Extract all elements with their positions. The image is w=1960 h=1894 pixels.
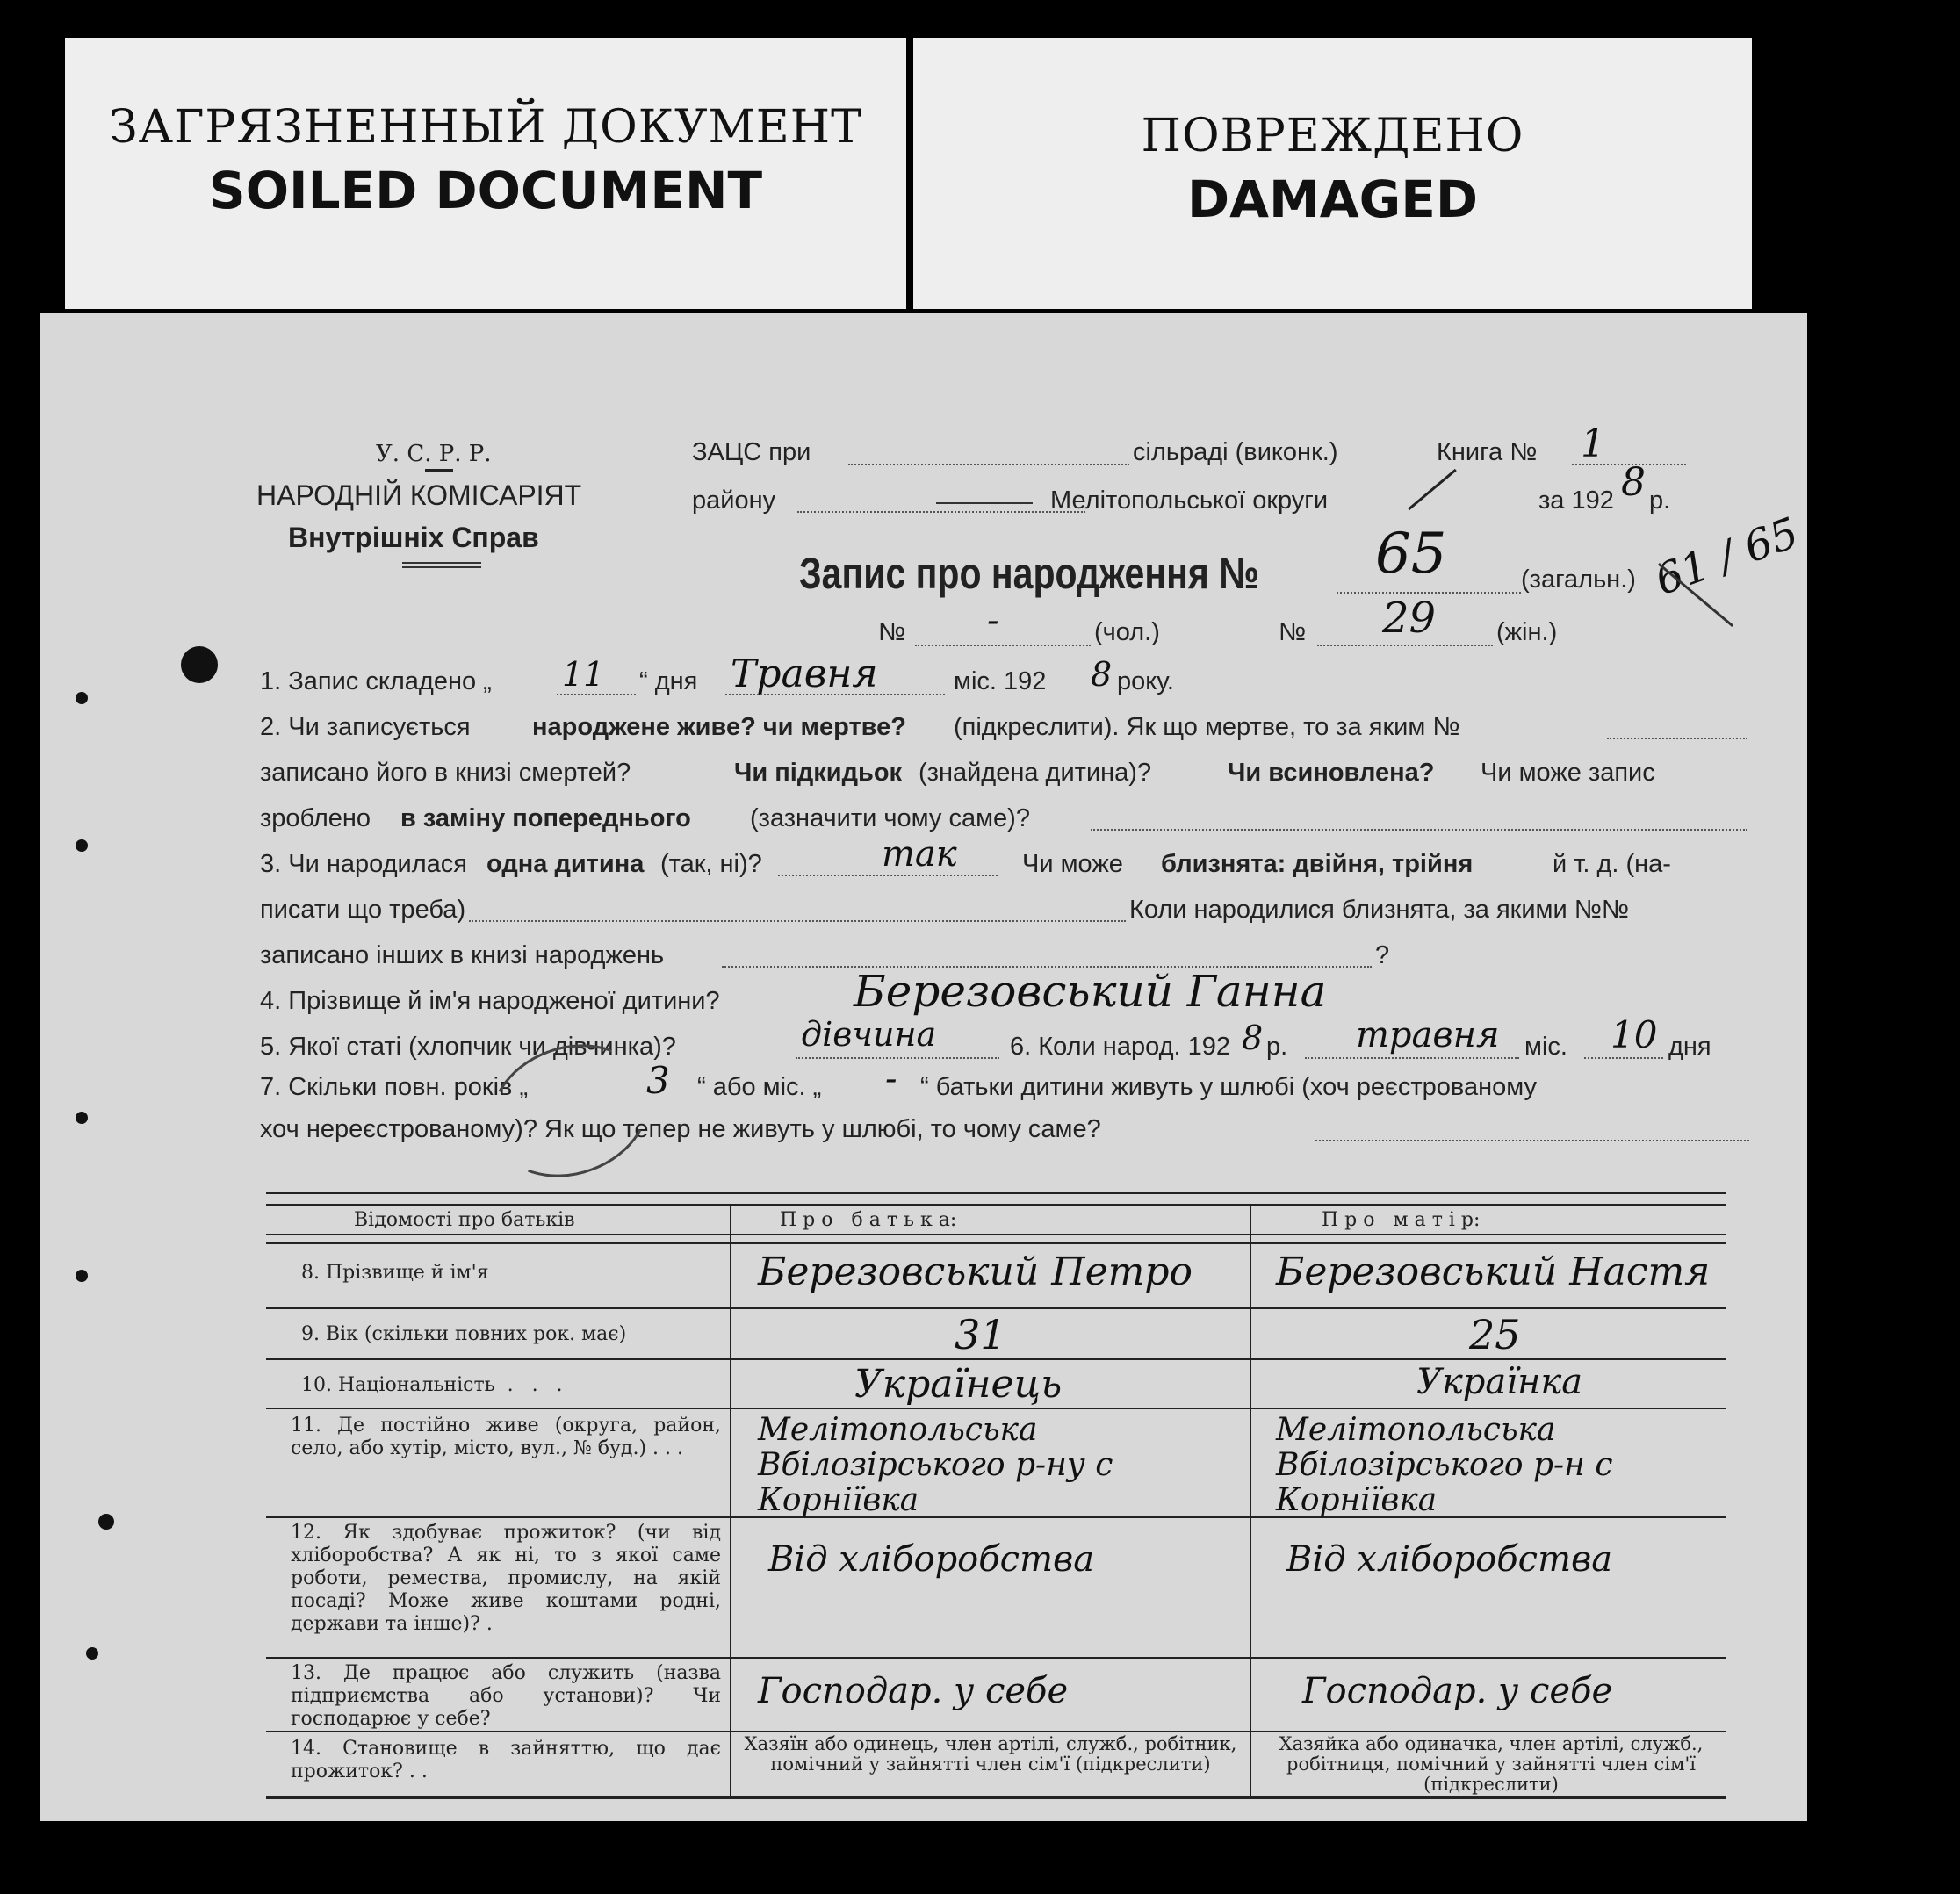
row-workplace-label: 13. Де працює або служить (назва підприємства або установи)? Чи господарює у себе? xyxy=(291,1662,721,1730)
year-value: 8 xyxy=(1621,460,1646,505)
male-label: (чол.) xyxy=(1094,618,1160,646)
q3-line2a: писати що треба) xyxy=(260,896,466,924)
mother-occupation-options: Хазяйка або одиначка, член артілі, служб., робітниця, помічний у зайнятті член сім'ї (підкреслити) xyxy=(1279,1733,1704,1795)
father-nationality: Українець xyxy=(854,1362,1063,1407)
row-residence-label: 11. Де постійно живе (округа, район, село, або хутір, місто, вул., № буд.) . . . xyxy=(291,1415,721,1459)
male-no-label: № xyxy=(878,618,906,646)
record-title xyxy=(799,548,1360,599)
q1-month-dots xyxy=(725,694,945,695)
q7-years: 3 xyxy=(646,1059,670,1102)
punch-hole xyxy=(76,1112,88,1124)
q2-line2a: записано його в книзі смертей? xyxy=(260,759,631,787)
parents-info-table xyxy=(266,1192,1726,1799)
father-residence: Мелітопольська Вбілозірського р-ну с Корніївка xyxy=(758,1412,1113,1518)
q2-line2e: Чи може запис xyxy=(1481,759,1655,787)
punch-hole xyxy=(86,1647,98,1660)
q7-dots xyxy=(1315,1140,1749,1141)
q6-day: 10 xyxy=(1611,1013,1658,1056)
okruga-text: Мелітопольської округи xyxy=(1050,486,1329,515)
father-livelihood: Від хліборобства xyxy=(768,1539,1095,1580)
q2-line2d: Чи всиновлена? xyxy=(1228,759,1435,787)
q3-line1e: близнята: двійня, трійня xyxy=(1161,850,1474,878)
female-no-label: № xyxy=(1279,618,1307,646)
mother-nationality: Українка xyxy=(1416,1362,1583,1402)
q3-line1c: (так, ні)? xyxy=(660,850,762,878)
row-occupation-label: 14. Становище в зайняттю, що дає прожиток? . . xyxy=(291,1738,721,1782)
mother-livelihood: Від хліборобства xyxy=(1286,1539,1613,1580)
male-dots xyxy=(915,645,1091,646)
q3-answer-dots xyxy=(778,875,998,876)
q2-line1b: народжене живе? чи мертве? xyxy=(532,713,906,741)
q5-label: 5. Якої статі (хлопчик чи дівчинка)? xyxy=(260,1033,676,1061)
q2-line2b: Чи підкидьок xyxy=(734,759,903,787)
row-nationality-label: 10. Національність . . . xyxy=(301,1374,563,1396)
q6-year: 8 xyxy=(1242,1019,1264,1057)
mother-workplace: Господар. у себе xyxy=(1302,1671,1613,1711)
q3-line1d: Чи може xyxy=(1022,850,1123,878)
q2-line3b: в заміну попереднього xyxy=(400,804,691,832)
father-name: Березовський Петро xyxy=(758,1249,1193,1294)
birth-record-sheet xyxy=(40,313,1807,1821)
q2-dots1 xyxy=(1607,738,1747,739)
mother-age: 25 xyxy=(1469,1311,1521,1358)
q1-day-dots xyxy=(557,694,636,695)
q3-line3b: ? xyxy=(1375,941,1390,969)
q2-line3a: зроблено xyxy=(260,804,371,832)
row-name-label: 8. Прізвище й ім'я xyxy=(301,1262,489,1284)
father-occupation-options: Хазяїн або одинець, член артілі, служб., робітник, помічний у зайнятті член сім'ї (підкреслити) xyxy=(744,1733,1237,1775)
q2-line1c: (підкреслити). Як що мертве, то за яким № xyxy=(954,713,1460,741)
soiled-label-en: SOILED DOCUMENT xyxy=(208,161,763,220)
female-label: (жін.) xyxy=(1496,618,1558,646)
q7-line1a: 7. Скільки повн. років „ xyxy=(260,1073,529,1101)
book-number: 1 xyxy=(1581,421,1605,466)
zags-prefix: ЗАЦС при xyxy=(692,438,811,466)
org-country: У. С. Р. Р. xyxy=(376,441,492,467)
damaged-label-ru: ПОВРЕЖДЕНО xyxy=(1141,110,1524,162)
q6-month: травня xyxy=(1356,1015,1500,1055)
book-label: Книга № xyxy=(1437,438,1538,466)
soiled-label-ru: ЗАГРЯЗНЕННЫЙ ДОКУМЕНТ xyxy=(109,101,862,154)
q2-line3c: (зазначити чому саме)? xyxy=(750,804,1030,832)
q3-line3a: записано інших в книзі народжень xyxy=(260,941,665,969)
q6-mis: міс. xyxy=(1524,1033,1567,1061)
org-commissariat: НАРОДНІЙ КОМІСАРІЯТ xyxy=(256,479,582,511)
female-dots xyxy=(1317,645,1493,646)
q1-day: 11 xyxy=(562,655,605,694)
soiled-document-label xyxy=(65,38,906,309)
q3-line1b: одна дитина xyxy=(486,850,645,878)
q3-line1a: 3. Чи народилася xyxy=(260,850,467,878)
q4-answer: Березовський Ганна xyxy=(854,966,1327,1017)
mother-residence: Мелітопольська Вбілозірського р-н с Корніївка xyxy=(1276,1412,1613,1518)
punch-hole xyxy=(76,839,88,852)
q3-dots2 xyxy=(469,920,1126,922)
rayon-dots xyxy=(797,511,1085,513)
record-number: 65 xyxy=(1375,522,1447,587)
zags-suffix: сільраді (виконк.) xyxy=(1133,438,1338,466)
q1-prefix: 1. Запис складено „ xyxy=(260,667,492,695)
record-title-text: Запис про народження № xyxy=(799,549,1259,598)
rayon-label: району xyxy=(692,486,776,515)
year-label: за 192 xyxy=(1538,486,1614,515)
q6-r: р. xyxy=(1266,1033,1288,1061)
damaged-label xyxy=(913,38,1752,309)
punch-hole xyxy=(98,1514,114,1530)
mother-name: Березовський Настя xyxy=(1276,1249,1711,1294)
year-suffix: р. xyxy=(1649,486,1671,515)
q7-line1b: “ або міс. „ xyxy=(697,1073,822,1101)
father-workplace: Господар. у себе xyxy=(758,1671,1069,1711)
org-department: Внутрішніх Справ xyxy=(288,522,539,553)
q3-line1f: й т. д. (на- xyxy=(1553,850,1671,878)
q7-months: - xyxy=(885,1059,897,1099)
q6-label: 6. Коли народ. 192 xyxy=(1010,1033,1230,1061)
q2-dots3 xyxy=(1091,829,1747,831)
father-age: 31 xyxy=(955,1311,1006,1358)
header-mother: П р о м а т і р: xyxy=(1322,1209,1481,1231)
q1-suffix: міс. 192 xyxy=(954,667,1047,695)
female-number: 29 xyxy=(1382,594,1437,643)
q1-year: 8 xyxy=(1091,655,1113,694)
q5-answer: дівчина xyxy=(801,1015,937,1054)
punch-hole xyxy=(181,646,218,683)
q5-dots xyxy=(796,1057,999,1059)
q1-end: року. xyxy=(1117,667,1174,695)
general-label: (загальн.) xyxy=(1521,565,1636,594)
punch-hole xyxy=(76,692,88,704)
row-age-label: 9. Вік (скільки повних рок. має) xyxy=(301,1323,627,1345)
q4-label: 4. Прізвище й ім'я народженої дитини? xyxy=(260,987,720,1015)
zags-dots xyxy=(848,464,1129,465)
q1-mid: “ дня xyxy=(639,667,698,695)
q1-month: Травня xyxy=(731,652,878,696)
q3-line2b: Коли народилися близнята, за якими №№ xyxy=(1129,896,1629,924)
damaged-label-en: DAMAGED xyxy=(1186,169,1478,229)
header-parents-info: Відомості про батьків xyxy=(354,1209,575,1231)
q7-line1c: “ батьки дитини живуть у шлюбі (хоч реєстрованому xyxy=(920,1073,1537,1101)
margin-note: 61 / 65 xyxy=(1648,508,1805,606)
q2-line2c: (знайдена дитина)? xyxy=(919,759,1152,787)
q6-month-dots xyxy=(1305,1057,1519,1059)
q2-line1a: 2. Чи записується xyxy=(260,713,471,741)
header-father: П р о б а т ь к а: xyxy=(780,1209,957,1231)
punch-hole xyxy=(76,1270,88,1282)
q3-answer: так xyxy=(882,834,957,875)
q6-day-dots xyxy=(1584,1057,1663,1059)
row-livelihood-label: 12. Як здобуває прожиток? (чи від хліборобства? А як ні, то з якої саме роботи, ремества, промислу, на якій посаді? Може живе коштами родні, держави та інше)? . xyxy=(291,1522,721,1635)
q6-dnya: дня xyxy=(1668,1033,1711,1061)
q7-line2: хоч нереєстрованому)? Як що тепер не живуть у шлюбі, то чому саме? xyxy=(260,1115,1101,1143)
male-number: - xyxy=(987,601,999,641)
